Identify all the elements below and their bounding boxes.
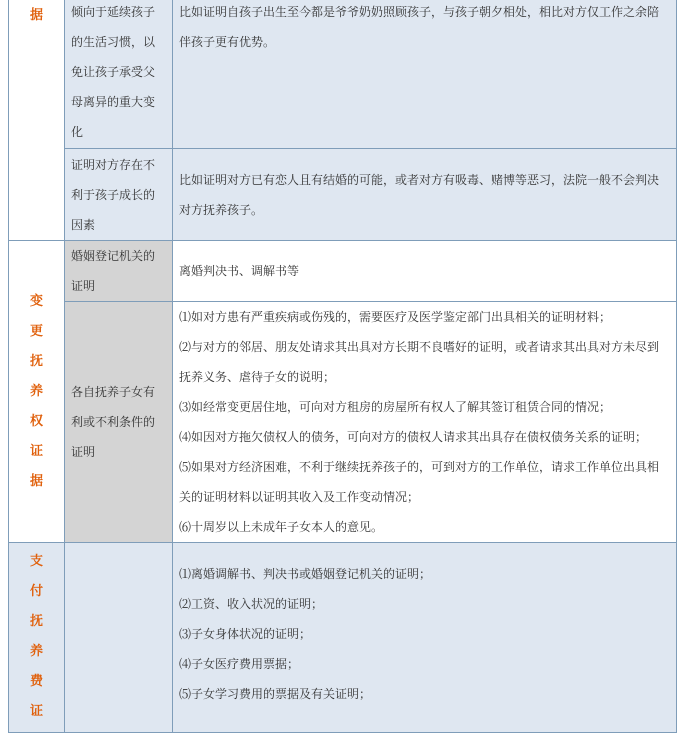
- category-char: 养: [29, 383, 43, 399]
- category-char: 付: [29, 584, 43, 599]
- list-item: ⑷如因对方拖欠债权人的债务，可向对方的债权人请求其出具存在债权债务关系的证明；: [179, 430, 648, 444]
- list-item: ⑶如经常变更居住地，可向对方租房的房屋所有权人了解其签订租赁合同的情况；: [179, 400, 612, 414]
- category-cell: [9, 0, 65, 241]
- evidence-table: [8, 0, 677, 733]
- category-char: 抚: [29, 614, 43, 629]
- list-item: ⑵工资、收入状况的证明；: [179, 597, 324, 611]
- table-row: [9, 149, 677, 241]
- item-content: 比如证明自孩子出生至今都是爷爷奶奶照顾孩子，与孩子朝夕相处，相比对方仅工作之余陪伴孩子更有优势。: [173, 0, 677, 149]
- table-row: [9, 543, 677, 733]
- list-item: ⑸子女学习费用的票据及有关证明；: [179, 687, 372, 701]
- category-char: 更: [29, 323, 43, 339]
- category-cell: [9, 543, 65, 733]
- category-char: 据: [29, 8, 43, 23]
- list-item: ⑴离婚调解书、判决书或婚姻登记机关的证明；: [179, 567, 432, 581]
- item-label: 婚姻登记机关的证明: [65, 241, 173, 302]
- list-item: ⑵与对方的邻居、朋友处请求其出具对方长期不良嗜好的证明，或者请求其出具对方未尽到抚养义务、虐待子女的说明；: [179, 340, 660, 384]
- category-char: 证: [29, 443, 43, 459]
- item-label: 各自抚养子女有利或不利条件的证明: [65, 302, 173, 543]
- category-char: 费: [29, 674, 43, 689]
- item-label: [65, 543, 173, 733]
- category-char: 支: [29, 554, 43, 569]
- item-label: 证明对方存在不利于孩子成长的因素: [65, 149, 173, 241]
- list-item: ⑷子女医疗费用票据；: [179, 657, 300, 671]
- category-char: 据: [29, 473, 43, 489]
- item-label: 倾向于延续孩子的生活习惯，以免让孩子承受父母离异的重大变化: [65, 0, 173, 149]
- list-item: ⑹十周岁以上未成年子女本人的意见。: [179, 520, 384, 534]
- list-item: ⑶子女身体状况的证明；: [179, 627, 312, 641]
- table-row: [9, 0, 677, 149]
- category-char: 抚: [29, 353, 43, 369]
- item-content: [173, 543, 677, 733]
- table-row: [9, 302, 677, 543]
- category-cell: [9, 241, 65, 543]
- item-content: 离婚判决书、调解书等: [173, 241, 677, 302]
- table-row: [9, 241, 677, 302]
- item-content: [173, 302, 677, 543]
- list-item: ⑸如果对方经济困难，不利于继续抚养孩子的，可到对方的工作单位，请求工作单位出具相关的证明材料以证明其收入及工作变动情况；: [179, 460, 660, 504]
- category-char: 养: [29, 644, 43, 659]
- category-char: 变: [29, 293, 43, 309]
- item-content: 比如证明对方已有恋人且有结婚的可能，或者对方有吸毒、赌博等恶习，法院一般不会判决对方抚养孩子。: [173, 149, 677, 241]
- list-item: ⑴如对方患有严重疾病或伤残的，需要医疗及医学鉴定部门出具相关的证明材料；: [179, 310, 612, 324]
- category-char: 权: [29, 413, 43, 429]
- category-char: 证: [29, 704, 43, 719]
